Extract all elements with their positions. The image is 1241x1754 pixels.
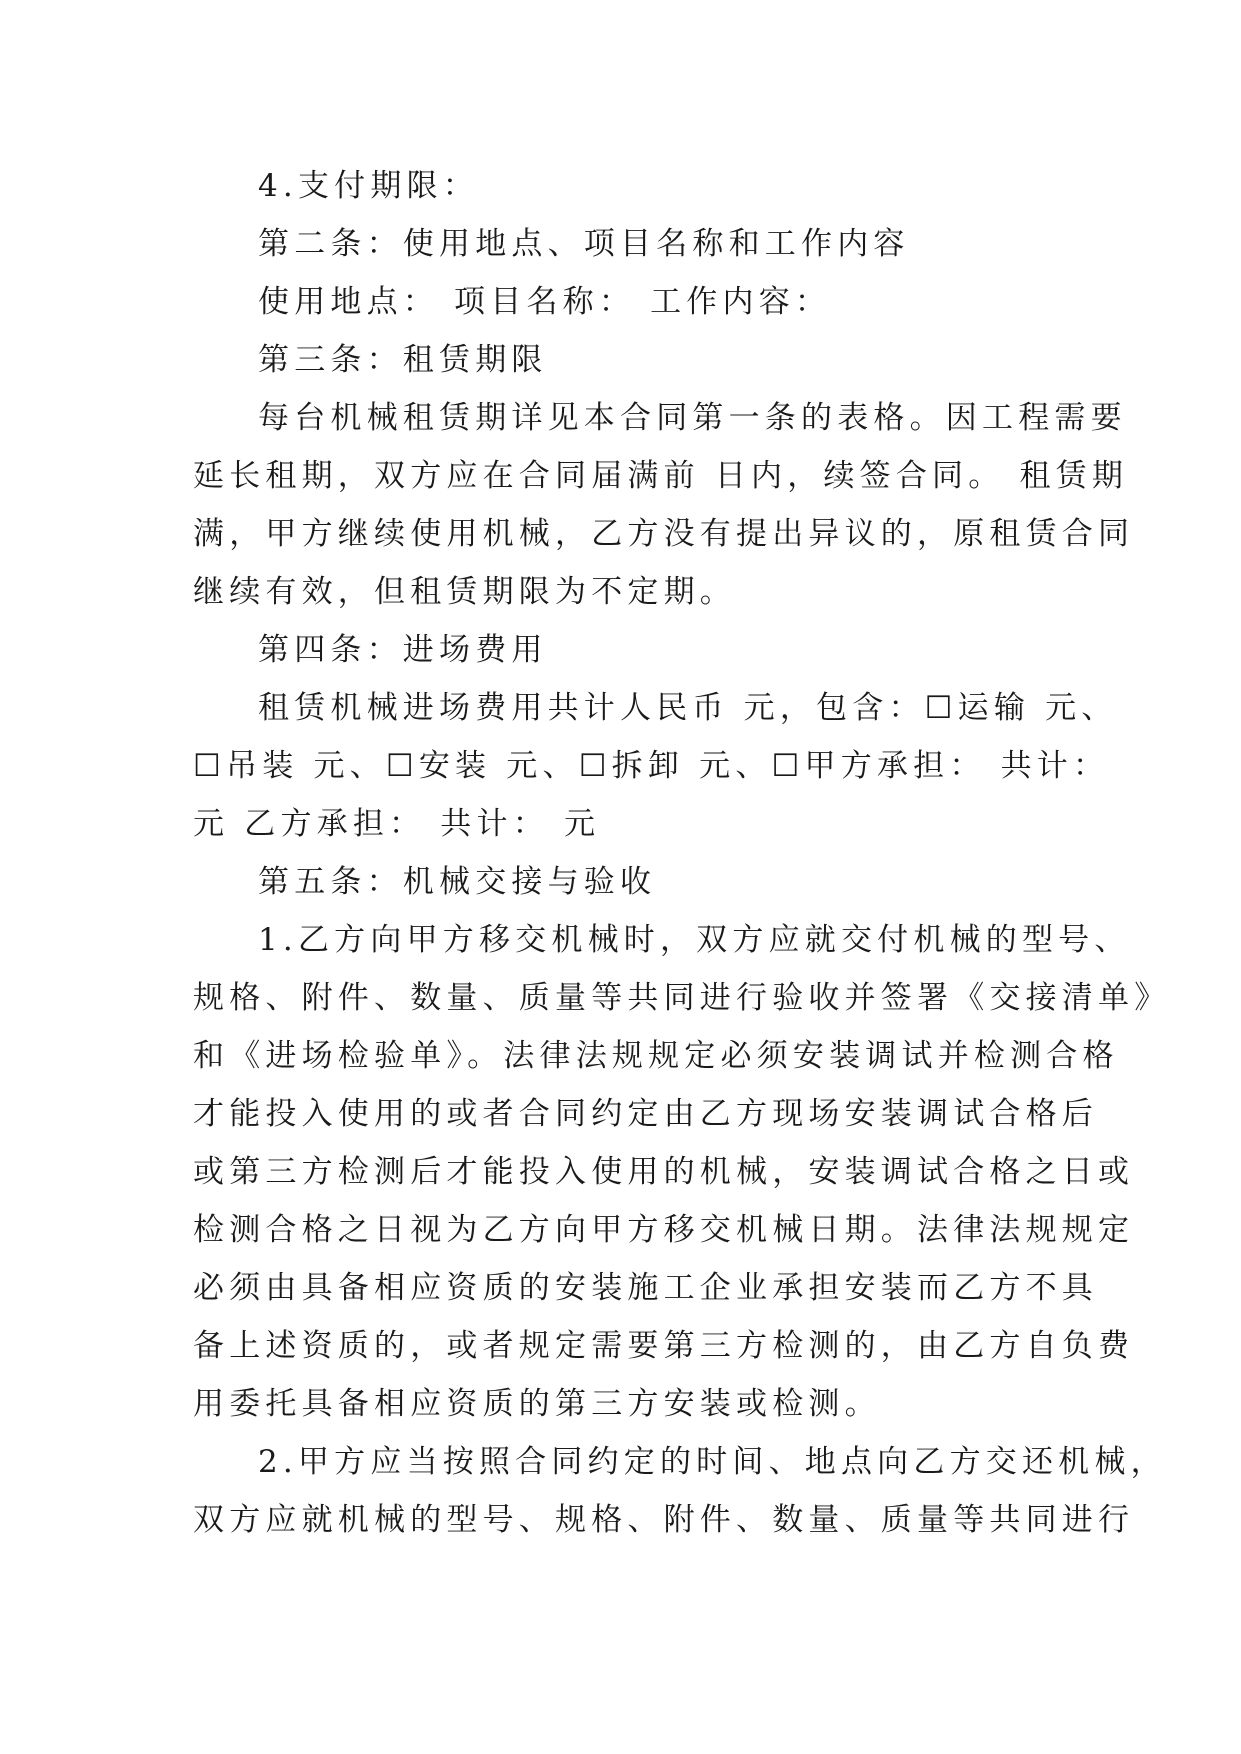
article-2-fields: 使用地点： 项目名称： 工作内容： bbox=[258, 284, 832, 320]
article-3-paragraph-line: 继续有效，但租赁期限为不定期。 bbox=[193, 574, 736, 610]
article-3-paragraph-line: 每台机械租赁期详见本合同第一条的表格。因工程需要 bbox=[258, 400, 1127, 436]
article-2-heading: 第二条：使用地点、项目名称和工作内容 bbox=[258, 226, 910, 262]
article-5-paragraph-line: 双方应就机械的型号、规格、附件、数量、质量等共同进行 bbox=[193, 1502, 1135, 1538]
article-3-paragraph-line: 延长租期，双方应在合同届满前 日内，续签合同。 租赁期 bbox=[193, 458, 1129, 494]
article-5-paragraph-line: 检测合格之日视为乙方向甲方移交机械日期。法律法规规定 bbox=[193, 1212, 1135, 1248]
payment-term-line: 4.支付期限： bbox=[258, 168, 479, 204]
article-5-paragraph-line: 2.甲方应当按照合同约定的时间、地点向乙方交还机械， bbox=[258, 1444, 1167, 1480]
article-4-paragraph-line: ☐吊装 元、☐安装 元、☐拆卸 元、☐甲方承担： 共计： bbox=[193, 748, 1110, 784]
article-5-paragraph-line: 才能投入使用的或者合同约定由乙方现场安装调试合格后 bbox=[193, 1096, 1098, 1132]
article-4-paragraph-line: 租赁机械进场费用共计人民币 元，包含：☐运输 元、 bbox=[258, 690, 1118, 726]
article-5-heading: 第五条：机械交接与验收 bbox=[258, 864, 657, 900]
article-3-paragraph-line: 满，甲方继续使用机械，乙方没有提出异议的，原租赁合同 bbox=[193, 516, 1135, 552]
article-5-paragraph-line: 用委托具备相应资质的第三方安装或检测。 bbox=[193, 1386, 881, 1422]
article-4-heading: 第四条：进场费用 bbox=[258, 632, 548, 668]
article-5-paragraph-line: 1.乙方向甲方移交机械时，双方应就交付机械的型号、 bbox=[258, 922, 1131, 958]
article-5-paragraph-line: 规格、附件、数量、质量等共同进行验收并签署《交接清单》 bbox=[193, 980, 1171, 1016]
article-5-paragraph-line: 备上述资质的，或者规定需要第三方检测的，由乙方自负费 bbox=[193, 1328, 1135, 1364]
article-5-paragraph-line: 和《进场检验单》。法律法规规定必须安装调试并检测合格 bbox=[193, 1038, 1119, 1074]
article-5-paragraph-line: 必须由具备相应资质的安装施工企业承担安装而乙方不具 bbox=[193, 1270, 1098, 1306]
article-5-paragraph-line: 或第三方检测后才能投入使用的机械，安装调试合格之日或 bbox=[193, 1154, 1135, 1190]
article-3-heading: 第三条：租赁期限 bbox=[258, 342, 548, 378]
article-4-paragraph-line: 元 乙方承担： 共计： 元 bbox=[193, 806, 601, 842]
